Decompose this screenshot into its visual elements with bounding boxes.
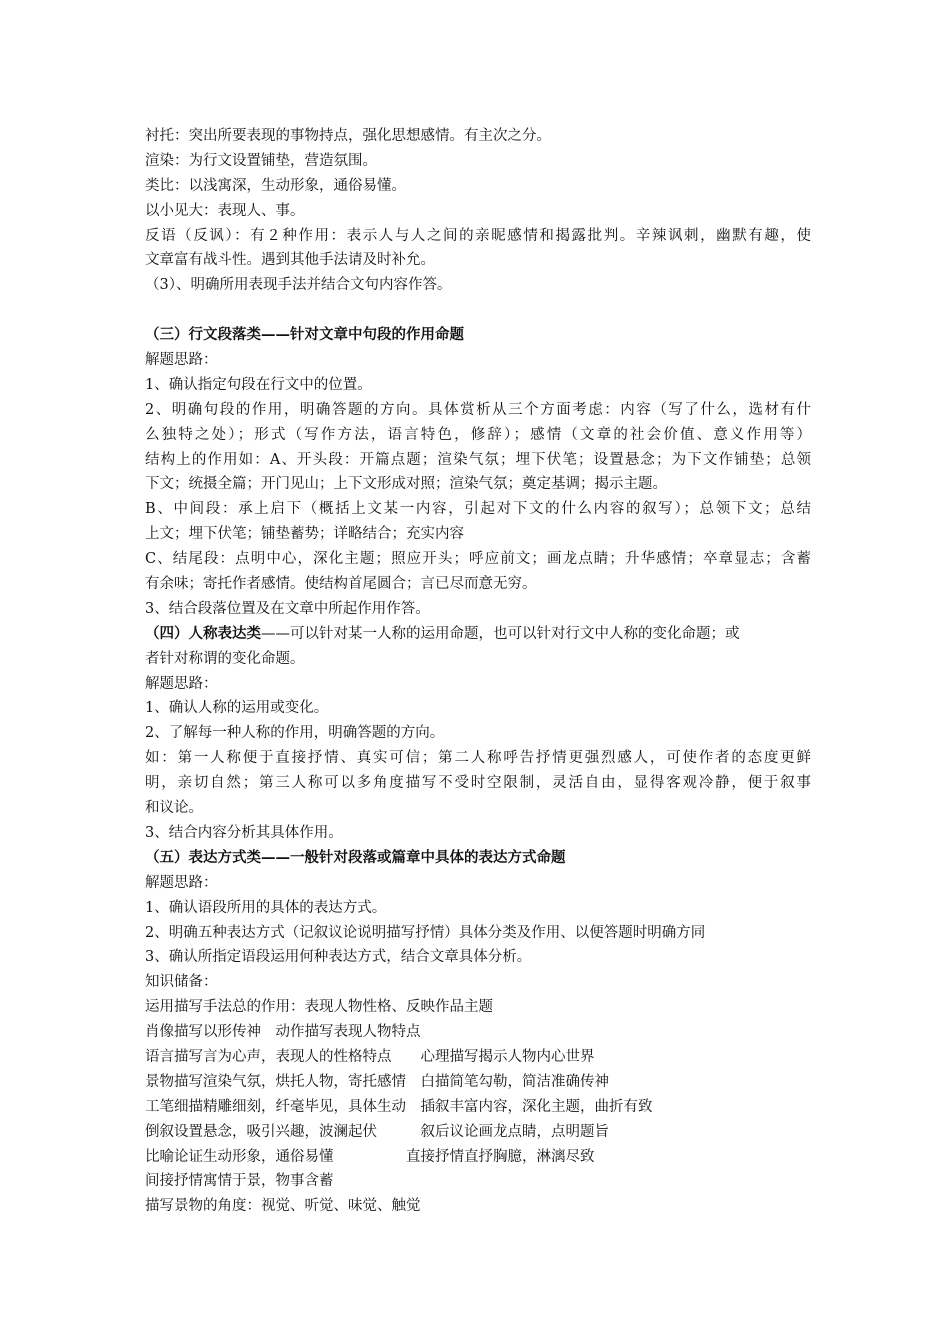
blank-line — [145, 298, 811, 323]
text-line: 运用描写手法总的作用：表现人物性格、反映作品主题 — [145, 999, 493, 1016]
section-heading: （五）表达方式类——一般针对段落或篇章中具体的表达方式命题 — [145, 848, 566, 866]
text-line: 景物描写渲染气氛，烘托人物，寄托感情 白描简笔勾勒，简洁准确传神 — [145, 1073, 609, 1090]
section-heading: （三）行文段落类——针对文章中句段的作用命题 — [145, 326, 464, 344]
text-line: 解题思路： — [145, 874, 218, 891]
text-line: 肖像描写以形传神 动作描写表现人物特点 — [145, 1024, 421, 1041]
text-line: C、结尾段：点明中心，深化主题；照应开头；呼应前文；画龙点睛；升华感情；卒章显志；含蓄 — [145, 551, 811, 568]
text-line: 描写景物的角度：视觉、听觉、味觉、触觉 — [145, 1198, 421, 1215]
text-line: 有余味；寄托作者感情。使结构首尾圆合；言已尽而意无穷。 — [145, 576, 537, 593]
text-line: 衬托：突出所要表现的事物持点，强化思想感情。有主次之分。 — [145, 128, 551, 144]
section-heading: （四）人称表达类 — [145, 624, 261, 642]
text-line: （3）、明确所用表现手法并结合文句内容作答。 — [145, 277, 452, 294]
text-line: 解题思路： — [145, 675, 218, 692]
text-line: 比喻论证生动形象，通俗易懂 直接抒情直抒胸臆，淋漓尽致 — [145, 1148, 595, 1165]
text-line: 2、明确句段的作用，明确答题的方向。具体赏析从三个方面考虑：内容（写了什么，选材有什 — [145, 401, 811, 418]
text-line: 2、明确五种表达方式（记叙议论说明描写抒情）具体分类及作用、以便答题时明确方同 — [145, 924, 706, 941]
text-line: 类比：以浅寓深，生动形象，通俗易懂。 — [145, 177, 406, 194]
text-line: 3、结合内容分析其具体作用。 — [145, 824, 343, 841]
text-line: 下文；统摄全篇；开门见山；上下文形成对照；渲染气氛；奠定基调；揭示主题。 — [145, 476, 667, 493]
text-line: 间接抒情寓情于景，物事含蓄 — [145, 1173, 334, 1190]
text-line: 结构上的作用如：A、开头段：开篇点题；渲染气氛；埋下伏笔；设置悬念；为下文作铺垫；总领 — [145, 451, 811, 468]
text-line: 3、结合段落位置及在文章中所起作用作答。 — [145, 600, 430, 617]
section-heading-line — [145, 622, 811, 647]
text-line: 解题思路： — [145, 352, 218, 369]
text-line: 1、确认指定句段在行文中的位置。 — [145, 376, 372, 393]
text-line: 工笔细描精雕细刻，纤毫毕见，具体生动 插叙丰富内容，深化主题，曲折有致 — [145, 1098, 653, 1115]
text-line: 么独特之处）；形式（写作方法，语言特色，修辞）；感情（文章的社会价值、意义作用等） — [145, 426, 811, 443]
text-line: 3、确认所指定语段运用何种表达方式，结合文章具体分析。 — [145, 949, 532, 966]
text-line: 明，亲切自然；第三人称可以多角度描写不受时空限制，灵活自由，显得客观冷静，便于叙事 — [145, 775, 811, 792]
text-line: 上文；埋下伏笔；铺垫蓄势；详略结合；充实内容 — [145, 526, 464, 543]
text-line: 倒叙设置悬念，吸引兴趣，波澜起伏 叙后议论画龙点睛，点明题旨 — [145, 1123, 609, 1140]
text-line: 者针对称谓的变化命题。 — [145, 650, 305, 667]
text-line: 2、了解每一种人称的作用，明确答题的方向。 — [145, 725, 445, 742]
text-line: 知识储备： — [145, 974, 218, 991]
text-line: 文章富有战斗性。遇到其他手法请及时补允。 — [145, 252, 435, 269]
heading-description: ——可以针对某一人称的运用命题，也可以针对行文中人称的变化命题；或 — [261, 625, 740, 642]
text-line: B、中间段：承上启下（概括上文某一内容，引起对下文的什么内容的叙写）；总领下文；总结 — [145, 501, 811, 518]
text-line: 语言描写言为心声，表现人的性格特点 心理描写揭示人物内心世界 — [145, 1048, 595, 1065]
text-line: 以小见大：表现人、事。 — [145, 202, 305, 219]
text-line: 1、确认语段所用的具体的表达方式。 — [145, 899, 387, 916]
text-line: 和议论。 — [145, 800, 203, 817]
text-line: 渲染：为行文设置铺垫，营造氛围。 — [145, 152, 377, 169]
text-line: 1、确认人称的运用或变化。 — [145, 700, 329, 717]
document-page — [145, 124, 811, 1219]
text-line: 如：第一人称便于直接抒情、真实可信；第二人称呼告抒情更强烈感人，可使作者的态度更鲜 — [145, 750, 811, 767]
text-line: 反语（反讽）：有２种作用：表示人与人之间的亲昵感情和揭露批判。辛辣讽刺，幽默有趣，使 — [145, 227, 811, 244]
